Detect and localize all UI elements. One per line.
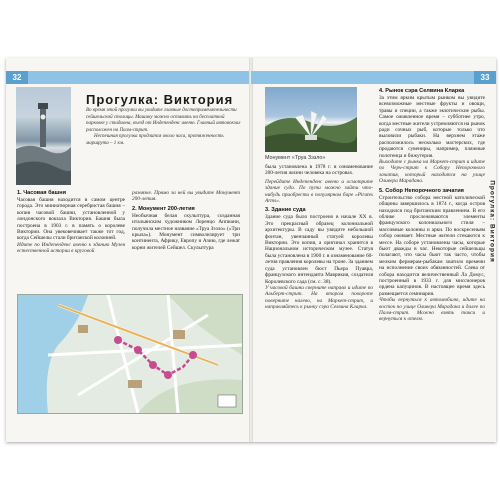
- intro-text: [86, 108, 241, 147]
- page-number: 32: [6, 71, 28, 84]
- section-text: Необычная белая скульптура, созданная итальянским художником Лоренцо Аппиани, получила местное название «Труа Зэзло» («Три крыла»). Монумент символизирует три континента, Африку, Европу и Азию, где лежат корни жителей Сейшел. Скульптура: [132, 212, 240, 251]
- section-text: Здание суда было построено в начале XX в. Это прекрасный образец колониальной архитектуры. В саду вы увидите небольшой фонтан, увенчанный статуей королевы Виктории. Это копия, а оригинал хранится в Национальном историческом музее. Статуя была установлена в 1900 г. в ознаменование 60-летия правления королевы на троне. За зданием суда установлен бюст Пьера Пуавра, французского интенданта Маврикия, создателя Королевского сада (см. с. 38).: [265, 214, 373, 285]
- directions-text: Идите по Индепенденс авеню к зданию Музея естественной истории в круговой: [17, 241, 125, 255]
- section-heading: 1. Часовая башня: [17, 190, 66, 196]
- left-column-1: [17, 190, 125, 255]
- right-column-1: [265, 164, 373, 311]
- clock-tower-photo: [16, 87, 71, 185]
- section-heading: 2. Монумент 200-летия: [132, 205, 195, 212]
- intro-paragraph: Во время этой прогулки вы увидите главные достопримечательности сейшельской столицы. Машину можно оставить на бесплатной парковке у стадиона, въезд от Индепенденс авеню. Главный автовокзал расположен на Палм-стрит.: [86, 108, 241, 133]
- directions-text: Выходите с рынка на Маркет-стрит и идите по Черч-стрит к Собору Непорочного зачатия, который находится на улице Оливера Марадана.: [379, 159, 485, 185]
- header-band: [251, 71, 474, 84]
- directions-text: Перейдите Индепенденс авеню и осмотрите здание суда. По пути можно зайти что-нибудь приобрести в популярном баре «Pirates Arms».: [265, 178, 373, 205]
- right-column-2: [379, 88, 485, 323]
- section-text: Часовая башня находится в самом центре города. Это миниатюрная серебристая башня – копия часовой башни, установленной у лондонского вокзала Виктория. Башня была построена в 1903 г. в память о королеве Виктории. Она увековечивает также тот год, когда Сейшелы стали британской колонией.: [17, 197, 125, 242]
- walking-route-map: [17, 294, 243, 414]
- photo-caption: Монумент «Труа Зэзло»: [265, 155, 326, 161]
- directions-text: развязке. Прямо за ней вы увидите Монумент 200-летия.: [132, 190, 240, 203]
- left-page: [6, 58, 251, 442]
- side-title: Прогулка: Виктория: [488, 180, 496, 263]
- intro-paragraph: Неспешная прогулка продлится около часа, протяженность маршрута – 1 км.: [86, 134, 224, 146]
- monument-photo: [265, 87, 357, 152]
- section-text: За этим ярким крытым рынком вы увидите всевозможные местные фрукты и овощи, травы и специи, а также экзотические рыбы. Самое оживленное время – субботнее утро, когда местные жители устремляются на рынок ради сочных рыб, которые только что выловили рыбаки. На верхнем этаже расположилось несколько мастерских, где продаются сувениры, например, пляжные полотенца и бижутерия.: [379, 95, 485, 159]
- section-text: Строительство собора местной католической общины завершилось в 1874 г., когда остров находился под британским правлением. В его облике прослеживаются элементы французского колониального стиля – массивные колонны и арки. По воскресеньям собор оживает. Местные жители стекаются к мессе. На соборе установлены часы, которые бьют дважды в час. Некоторые сейшельцы полагают, что часы бьют так часто, чтобы мелким фермерам-рыбакам хватило времени на исполнение своих обязанностей. Слева от собора находится величественный Ла Домус, построенный в 1933 г. для миссионеров ордена капуцинов. В настоящее время здесь размещается семинария.: [379, 194, 485, 297]
- section-heading: 4. Рынок сэра Селвина Кларка: [379, 88, 465, 94]
- section-heading: 5. Собор Непорочного зачатия: [379, 187, 464, 194]
- side-tab: [487, 128, 496, 328]
- section-heading: 3. Здание суда: [265, 207, 306, 214]
- book-spread: [6, 58, 496, 442]
- directions-text: Чтобы вернуться к автомобилю, идите на восток по улице Оливера Марадана и далее по Палм-стрит. Можно взять такси и вернуться к отелю.: [379, 297, 485, 323]
- page-number: 33: [474, 71, 496, 84]
- right-page: [251, 58, 496, 442]
- left-column-2: [132, 190, 240, 251]
- header-band: [28, 71, 251, 84]
- section-text: была установлена в 1978 г. в ознаменование 200-летия жизни человека на островах.: [265, 164, 373, 177]
- directions-text: У часовой башни сверните направо и идите по Альберт-стрит. На втором повороте поверните налево, на Маркет-стрит, и направляйтесь к рынку сэра Селвина Кларка.: [265, 284, 373, 311]
- page-title: Прогулка: Виктория: [86, 92, 234, 107]
